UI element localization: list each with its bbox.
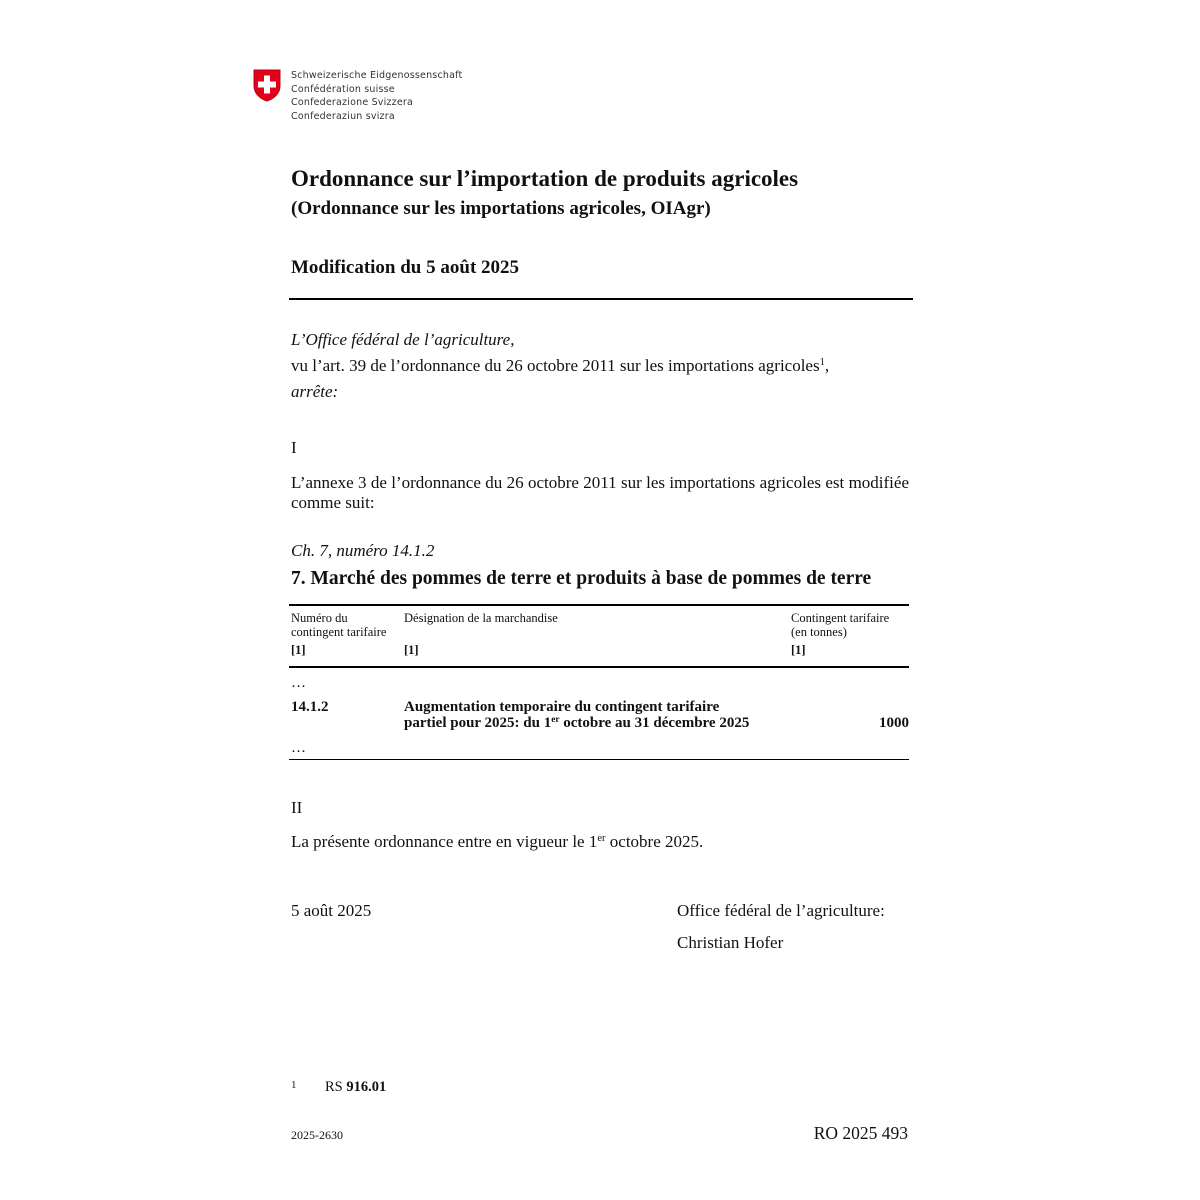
table-row-quota: 1000 xyxy=(879,715,909,731)
column-header-designation-ref: [1] xyxy=(404,643,419,657)
designation-line-2-sup: er xyxy=(551,714,560,725)
signatory-name: Christian Hofer xyxy=(677,933,784,952)
column-header-number-label: Numéro du contingent tarifaire xyxy=(291,611,387,639)
column-header-quota xyxy=(791,612,906,658)
table-bottom-rule xyxy=(289,759,909,760)
column-header-number xyxy=(291,612,399,658)
confederation-name-rm: Confederaziun svizra xyxy=(291,110,395,122)
table-top-rule xyxy=(289,604,909,606)
document-subtitle: (Ordonnance sur les importations agricoles, OIAgr) xyxy=(291,198,711,219)
footnote-prefix: RS xyxy=(325,1079,343,1095)
title-divider xyxy=(289,298,913,300)
entry-post: octobre 2025. xyxy=(605,832,704,851)
signatory-organization: Office fédéral de l’agriculture: xyxy=(677,901,885,920)
table-ellipsis-bottom: … xyxy=(291,740,306,756)
preamble-end: , xyxy=(824,356,830,375)
designation-line-2-pre: partiel pour 2025: du 1 xyxy=(404,715,552,731)
section-1-label: I xyxy=(291,438,297,457)
chapter-heading: 7. Marché des pommes de terre et produits à base de pommes de terre xyxy=(291,568,872,589)
section-1-text: L’annexe 3 de l’ordonnance du 26 octobre 2011 sur les importations agricoles est modifiée comme suit: xyxy=(291,473,909,512)
designation-line-2 xyxy=(404,715,784,731)
official-compilation-reference: RO 2025 493 xyxy=(813,1123,908,1143)
column-header-designation-label: Désignation de la marchandise xyxy=(404,611,558,625)
entry-sup: er xyxy=(597,833,606,845)
footnote-reference[interactable]: 916.01 xyxy=(346,1079,387,1095)
footnote xyxy=(291,1079,386,1096)
document-title: Ordonnance sur l’importation de produits agricoles xyxy=(291,166,799,191)
section-2-label: II xyxy=(291,798,303,817)
column-header-quota-label: Contingent tarifaire (en tonnes) xyxy=(791,611,890,639)
entry-into-force xyxy=(291,832,703,852)
preamble-text: vu l’art. 39 de l’ordonnance du 26 octobre 2011 sur les importations agricoles xyxy=(291,356,820,375)
column-header-designation xyxy=(404,612,764,658)
footnote-ref[interactable]: 1 xyxy=(819,357,825,369)
chapter-reference: Ch. 7, numéro 14.1.2 xyxy=(291,541,435,560)
table-row-designation xyxy=(404,699,784,731)
designation-line-1: Augmentation temporaire du contingent tarifaire xyxy=(404,699,720,715)
table-ellipsis-top: … xyxy=(291,675,306,691)
confederation-names xyxy=(291,69,462,123)
document-date: 5 août 2025 xyxy=(291,901,372,920)
document-number: 2025-2630 xyxy=(291,1128,343,1142)
confederation-name-de: Schweizerische Eidgenossenschaft xyxy=(291,70,463,81)
decree: arrête: xyxy=(291,382,339,401)
preamble xyxy=(291,356,829,376)
confederation-name-it: Confederazione Svizzera xyxy=(291,97,414,109)
footnote-number: 1 xyxy=(291,1079,297,1091)
swiss-cross-shield-icon xyxy=(253,69,281,102)
entry-pre: La présente ordonnance entre en vigueur le 1 xyxy=(291,832,598,851)
designation-line-2-post: octobre au 31 décembre 2025 xyxy=(559,715,750,731)
column-header-quota-ref: [1] xyxy=(791,643,806,657)
confederation-name-fr: Confédération suisse xyxy=(291,83,395,95)
modification-date-heading: Modification du 5 août 2025 xyxy=(291,257,520,278)
column-header-number-ref: [1] xyxy=(291,643,306,657)
table-header-rule xyxy=(289,666,909,668)
table-row-number: 14.1.2 xyxy=(291,699,329,715)
issuer: L’Office fédéral de l’agriculture, xyxy=(291,330,515,349)
